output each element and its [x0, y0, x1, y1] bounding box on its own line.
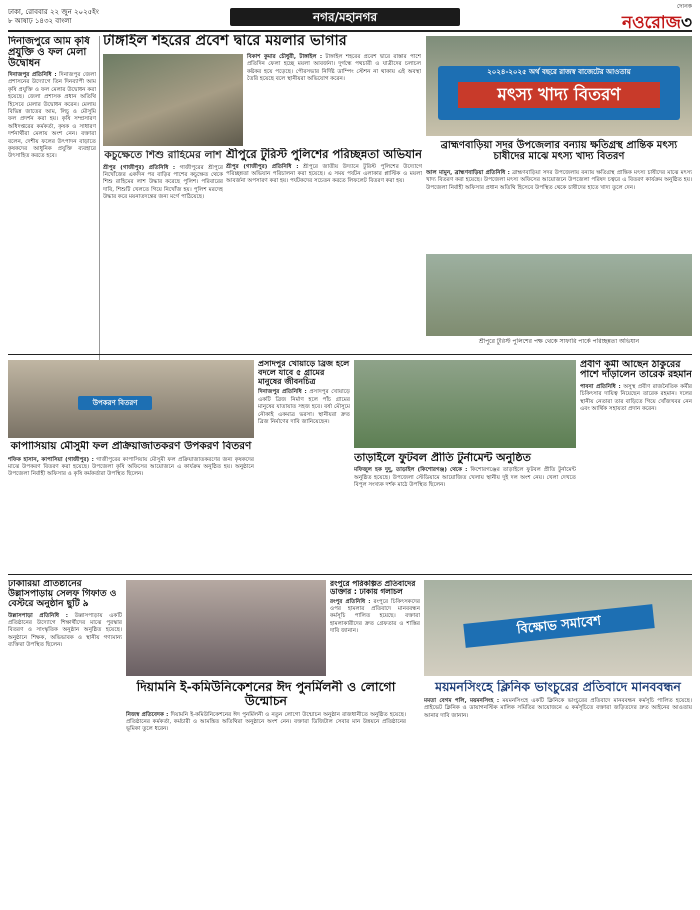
headline-clinic: ময়মনসিংহে ক্লিনিক ভাংচুরের প্রতিবাদে মানববন্ধন [435, 680, 681, 694]
row-rule-2 [8, 574, 692, 575]
logo-text: নওরোজ [621, 13, 681, 30]
body-child: গাজীপুরের শ্রীপুরে নিখোঁজের একদিন পর বাড়ির পাশের কচুক্ষেত থেকে শিশু রাহিমের লাশ উদ্ধার করেছে পুলিশ। পরিবারের দাবি, শিশুটি খেলতে গিয়ে নিখোঁজ হয়। পুলিশ মরদেহ উদ্ধার করে ময়নাতদন্তের জন্য মর্গে পাঠিয়েছে। [103, 164, 223, 201]
row-rule [8, 354, 692, 355]
article-child [103, 150, 223, 350]
caption-tourist: শ্রীপুরে টুরিস্ট পুলিশের পক্ষ থেকে সাফারি পার্কে পরিচ্ছন্নতা অভিযান [478, 338, 640, 345]
body-tangail: টাঙ্গাইল শহরের প্রবেশ দ্বারে রাস্তার পাশে প্রতিদিন ফেলা হচ্ছে ময়লা আবর্জনা। দুর্গন্ধে পথচারী ও যাত্রীদের চলাচল কষ্টকর হয়ে পড়েছে। পৌরসভার নির্দিষ্ট ডাম্পিং স্টেশন না থাকায় এই অবস্থা তৈরি হয়েছে বলে স্থানীয়রা অভিযোগ করেন। [247, 54, 421, 83]
byline-ecom: নিজস্ব প্রতিবেদক : [126, 711, 169, 718]
body-clinic: ময়মনসিংহে একটি ক্লিনিকে ভাংচুরের প্রতিবাদে মানববন্ধন কর্মসূচি পালিত হয়েছে। প্রাইভেট ক্লিনিক ও ডায়াগনস্টিক মালিক সমিতির আয়োজনে এ কর্মসূচিতে বক্তারা জড়িতদের দ্রুত আইনের আওতায় আনার দাবি জানান। [424, 697, 692, 719]
article-flood [580, 360, 692, 570]
byline-clinic: মমতা বেগম পলি, ময়মনসিংহ : [424, 697, 500, 704]
article-rangpur [330, 580, 420, 676]
masthead-logo [590, 4, 692, 30]
photo-kapasia [8, 360, 254, 438]
photo-ecom [126, 580, 326, 676]
byline-fair: দিনাজপুর প্রতিনিধি : [8, 72, 57, 78]
header-rule [8, 30, 692, 32]
headline-flood: প্রবীণ কর্মী আছেন ঠাকুরের পাশে দাঁড়ালেন তারেক রহমান [580, 360, 692, 381]
headline-ecom: দিয়ামনি ই-কমিউনিকেশনের ঈদ পুনর্মিলনী ও লোগো উন্মোচন [136, 680, 396, 708]
body-sarak: প্রসাদপুর খোয়াড়ে একটি ব্রিজ নির্মাণ হলে পাঁচ গ্রামের মানুষের যাতায়াত সহজ হবে। বর্ষা মৌসুমে নৌকাই একমাত্র ভরসা। স্থানীয়রা দ্রুত ব্রিজ নির্মাণের দাবি জানিয়েছেন। [258, 389, 350, 426]
page-number: ৩ [680, 13, 692, 30]
headline-tangail: টাঙ্গাইল শহরের প্রবেশ দ্বারে ময়লার ভাগার [103, 34, 347, 49]
issue-date [8, 8, 148, 28]
body-tourist: শ্রীপুরে জাতীয় উদ্যানে টুরিস্ট পুলিশের উদ্যোগে পরিচ্ছন্নতা অভিযান পরিচালনা করা হয়েছে। এ সময় পর্যটন এলাকার প্লাস্টিক ও ময়লা আবর্জনা অপসারণ করা হয়। পর্যটকদের সচেতন করতে লিফলেট বিতরণ করা হয়। [226, 163, 422, 185]
article-tangail [103, 34, 421, 146]
headline-football: তাড়াইলে ফুটবল প্রীতি টুর্নামেন্ট অনুষ্ঠিত [354, 452, 531, 464]
body-ecom: দিয়ামনি ই-কমিউনিকেশনের ঈদ পুনর্মিলনী ও নতুন লোগো উন্মোচন অনুষ্ঠান রাজধানীতে অনুষ্ঠিত হয়েছে। প্রতিষ্ঠানের কর্মকর্তা, কর্মচারী ও আমন্ত্রিত অতিথিরা অনুষ্ঠানে অংশ নেন। বক্তারা ডিজিটাল সেবার মান উন্নয়নে প্রতিষ্ঠানের ভূমিকা তুলে ধরেন। [126, 711, 406, 733]
headline-fish: ব্রাহ্মণবাড়িয়া সদর উপজেলার বন্যায় ক্ষতিগ্রস্থ প্রান্তিক মৎস্য চাষীদের মাঝে মৎস্য খাদ্য বিতরণ [440, 140, 678, 162]
photo-football [354, 360, 576, 448]
fish-banner-main: মৎস্য খাদ্য বিতরণ [458, 82, 660, 108]
body-football: কিশোরগঞ্জের তাড়াইলে ফুটবল প্রীতি টুর্নামেন্ট অনুষ্ঠিত হয়েছে। উপজেলা স্টেডিয়ামে আয়োজিত খেলায় স্থানীয় দুই দল অংশ নেয়। খেলা দেখতে বিপুল সংখ্যক দর্শক মাঠে উপস্থিত ছিলেন। [354, 467, 576, 488]
body-fish: ব্রাহ্মণবাড়িয়া সদর উপজেলায় বন্যায় ক্ষতিগ্রস্থ প্রান্তিক মৎস্য চাষীদের মাঝে মৎস্য খাদ্য বিতরণ করা হয়েছে। উপজেলা মৎস্য অফিসের আয়োজনে উপজেলা পরিষদ চত্বরে এ বিতরণ কার্যক্রম অনুষ্ঠিত হয়। উপজেলা নির্বাহী অফিসার প্রধান অতিথি হিসেবে উপস্থিত থেকে চাষীদের হাতে খাদ্য তুলে দেন। [426, 170, 692, 191]
byline-dhaka: উল্লাসপাড়া প্রতিনিধি : [8, 612, 69, 619]
headline-dhaka: ঢাকারিয়া প্রতিষ্ঠানের উল্লাসপাড়ায় সেলফ গিফাত ও বেস্টরে অনুষ্ঠান ছুটি ৯ [8, 580, 117, 609]
fish-banner-top: ২০২৪-২০২৫ অর্থ বছরে রাজস্ব বাজেটের আওতায় [487, 68, 631, 76]
body-dhaka: উল্লাসপাড়ায় একটি প্রতিষ্ঠানের উদ্যোগে শিক্ষার্থীদের মাঝে পুরস্কার বিতরণ ও সাংস্কৃতিক অনুষ্ঠান অনুষ্ঠিত হয়েছে। অনুষ্ঠানে শিক্ষক, অভিভাবক ও স্থানীয় গণ্যমান্য ব্যক্তিরা উপস্থিত ছিলেন। [8, 612, 122, 649]
body-kapasia: গাজীপুরের কাপাসিয়ায় মৌসুমী ফল প্রক্রিয়াজাতকরণের জন্য কৃষকদের মাঝে উপকরণ বিতরণ করা হয়েছে। উপজেলা কৃষি অফিসের আয়োজনে এ কার্যক্রম অনুষ্ঠিত হয়। অনুষ্ঠানে উপজেলা নির্বাহী অফিসার ও কৃষি কর্মকর্তারা উপস্থিত ছিলেন। [8, 456, 254, 478]
date-bangla: ৮ আষাঢ় ১৪৩২ বাংলা [8, 17, 72, 25]
photo-fish-event [426, 36, 692, 136]
byline-fish: আল মামুন, ব্রাহ্মণবাড়িয়া প্রতিনিধি : [426, 170, 510, 176]
section-title: নগর/মহানগর [312, 10, 378, 24]
article-ecom [126, 680, 406, 902]
article-football [354, 452, 576, 570]
photo-tourist-police [426, 254, 692, 336]
article-dhaka [8, 580, 122, 902]
body-rangpur: রংপুরে চিকিৎসকদের ওপর হামলার প্রতিবাদে মানববন্ধন কর্মসূচি পালিত হয়েছে। বক্তারা হামলাকারীদের দ্রুত গ্রেফতার ও শাস্তির দাবি জানান। [330, 598, 420, 635]
byline-rangpur: রংপুর প্রতিনিধি : [330, 598, 371, 605]
fish-banner [438, 66, 680, 120]
logo-sub: দৈনিক [676, 4, 692, 10]
article-clinic [424, 680, 692, 902]
section-band [230, 8, 460, 26]
headline-fair: দিনাজপুরে আম কৃষি প্রযুক্তি ও ফল মেলা উদ্বোধন [8, 36, 90, 69]
article-kapasia [8, 441, 254, 571]
body-fair: দিনাজপুর জেলা প্রশাসনের উদ্যোগে তিন দিনব্যাপী আম কৃষি প্রযুক্তি ও ফল মেলার উদ্বোধন করা হয়েছে। জেলা প্রশাসক প্রধান অতিথি হিসেবে মেলার উদ্বোধন করেন। মেলায় বিভিন্ন জাতের আম, লিচু ও মৌসুমি ফল প্রদর্শন করা হয়। কৃষি সম্প্রসারণ অধিদপ্তরের কর্মকর্তা, কৃষক ও সাধারণ দর্শনার্থীরা মেলায় অংশ নেন। বক্তারা বলেন, দেশীয় ফলের উৎপাদন বাড়াতে কৃষকদের আধুনিক প্রযুক্তি ব্যবহারে উৎসাহিত করতে হবে। [8, 72, 96, 160]
byline-flood: পাবনা প্রতিনিধি : [580, 383, 621, 390]
kapasia-sign: উপকরণ বিতরণ [78, 396, 152, 410]
photo-clinic [424, 580, 692, 676]
byline-tourist: শ্রীপুর (গাজীপুর) প্রতিনিধি : [226, 163, 299, 170]
photo-garbage [103, 54, 243, 146]
byline-child: শ্রীপুর (গাজীপুর) প্রতিনিধি : [103, 164, 176, 171]
headline-kapasia: কাপাসিয়ায় মৌসুমী ফল প্রক্রিয়াজাতকরণ উপকরণ বিতরণ [10, 441, 252, 452]
headline-sarak: প্রসাদপুর খোয়াড়ে ব্রিজ হলে বদলে যাবে ৫ গ্রামের মানুষের জীবনচিত্র [258, 360, 350, 386]
date-gregorian: ঢাকা, রোববার ২২ জুন ২০২৫ইং [8, 8, 99, 16]
headline-tourist: শ্রীপুরে টুরিস্ট পুলিশের পরিচ্ছন্নতা অভিযান [226, 148, 422, 161]
byline-kapasia: শফিক হাসান, কাপাসিয়া (গাজীপুর) : [8, 456, 94, 463]
byline-tangail: বিকাশ কুমার চৌধুরী, টাঙ্গাইল : [247, 54, 323, 60]
article-sarak [258, 360, 350, 570]
byline-football: মফিজুল হক দুদু, তাড়াইল (কিশোরগঞ্জ) থেকে : [354, 467, 468, 474]
clinic-banner: বিক্ষোভ সমাবেশ [463, 604, 654, 648]
headline-child: কচুক্ষেতে শিশু রাহিমের লাশ [104, 150, 222, 161]
body-flood: অসুস্থ প্রবীণ রাজনৈতিক কর্মীর চিকিৎসার দায়িত্ব নিয়েছেন তারেক রহমান। দলের স্থানীয় নেতারা তার বাড়িতে গিয়ে খোঁজখবর নেন এবং আর্থিক সহায়তা প্রদান করেন। [580, 383, 692, 413]
article-fair [8, 36, 96, 366]
headline-rangpur: রংপুরে পরিকল্পিত প্রতিবাদের ডাক্তার : ঢাকায় গলাচল [330, 580, 416, 597]
column-divider [99, 36, 100, 366]
article-tourist [226, 148, 422, 352]
byline-sarak: দিনাজপুর প্রতিনিধি : [258, 389, 307, 396]
